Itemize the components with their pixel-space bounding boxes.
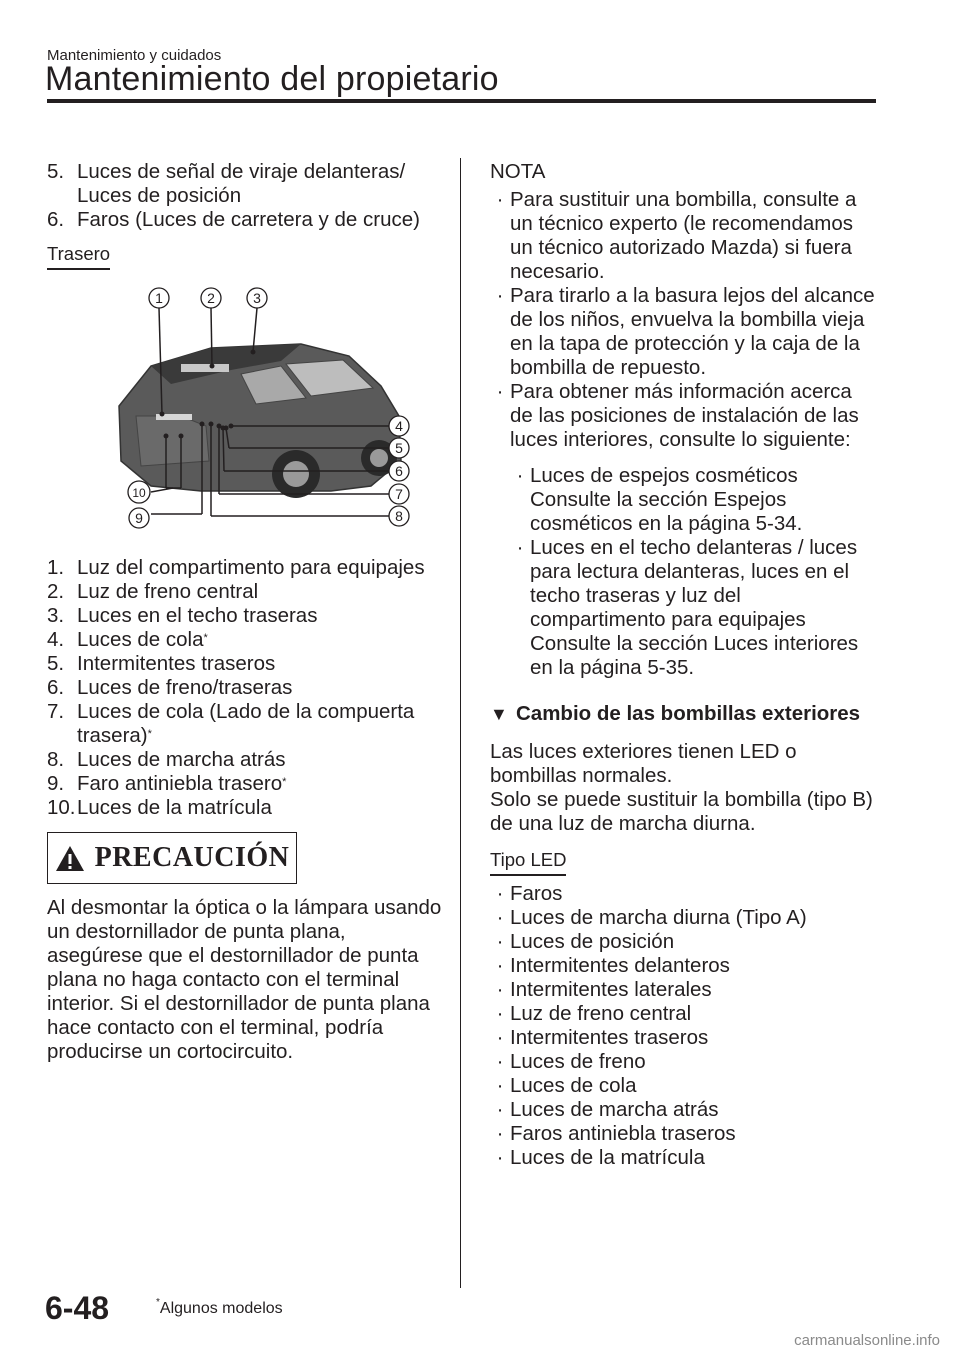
triangle-down-icon: ▼ [490, 704, 508, 724]
callout-6 [389, 461, 409, 481]
list-item: · Luz de freno central [490, 1002, 880, 1026]
list-item [47, 652, 447, 676]
list-item: · Luces de marcha atrás [490, 1098, 880, 1122]
bullet-icon: · [496, 882, 504, 905]
header-divider [47, 99, 876, 103]
svg-text:3: 3 [253, 290, 261, 306]
bullet-icon: · [496, 1098, 504, 1121]
column-divider [460, 158, 461, 1288]
bullet-icon: · [496, 978, 504, 1001]
trasero-heading: Trasero [47, 242, 110, 270]
item-number: 10. [47, 796, 76, 819]
warning-triangle-icon [55, 845, 85, 872]
svg-text:2: 2 [207, 290, 215, 306]
footnote-marker: * [282, 776, 287, 788]
section-body: Las luces exteriores tienen LED o bombillas normales. [490, 740, 797, 787]
bullet-icon: · [496, 380, 504, 403]
svg-text:1: 1 [155, 290, 163, 306]
svg-text:10: 10 [132, 486, 146, 500]
list-item: · Faros [490, 882, 880, 906]
footnote-marker: * [203, 632, 208, 644]
item-text: Luces de cola (Lado de la compuerta trasera)* [77, 700, 415, 747]
svg-text:7: 7 [395, 486, 403, 502]
list-item: · Luces de cola [490, 1074, 880, 1098]
nota-title: NOTA [490, 160, 546, 183]
list-item: · Faros antiniebla traseros [490, 1122, 880, 1146]
caution-title: PRECAUCIÓN [94, 842, 290, 873]
callout-4 [389, 416, 409, 436]
item-number: 5. [47, 652, 65, 675]
section-heading [490, 702, 880, 726]
page-title: Mantenimiento del propietario [45, 60, 499, 98]
list-item [47, 208, 447, 232]
bullet-icon: · [496, 1026, 504, 1049]
item-text: Intermitentes traseros [77, 652, 276, 675]
section-title: Cambio de las bombillas exteriores [516, 702, 861, 725]
item-number: 7. [47, 700, 65, 723]
list-item: · Intermitentes delanteros [490, 954, 880, 978]
list-item [47, 796, 447, 820]
list-item [47, 628, 447, 652]
list-item [47, 700, 447, 748]
svg-text:9: 9 [135, 510, 143, 526]
item-text: Luz de freno central [77, 580, 259, 603]
list-item: · Intermitentes traseros [490, 1026, 880, 1050]
item-number: 4. [47, 628, 65, 651]
tipo-led-heading: Tipo LED [490, 848, 566, 876]
tipo-led-list [490, 882, 880, 1170]
bullet-icon: · [516, 536, 524, 559]
list-item: · Luces de marcha diurna (Tipo A) [490, 906, 880, 930]
callout-2 [201, 288, 221, 308]
bullet-icon: · [496, 1122, 504, 1145]
list-item: · Luces de freno [490, 1050, 880, 1074]
callout-10 [128, 481, 150, 503]
bullet-icon: · [516, 464, 524, 487]
item-text: Luces de freno/traseras [77, 676, 293, 699]
section-body-2: Solo se puede sustituir la bombilla (tipo B) de una luz de marcha diurna. [490, 788, 873, 835]
nota-sub-item: · Luces en el techo delanteras / luces para lectura delanteras, luces en el techo traseras y luz del compartimento para equipajes Consulte la sección Luces interiores en la página 5-35. [510, 536, 880, 680]
list-item: · Intermitentes laterales [490, 978, 880, 1002]
callout-8 [389, 506, 409, 526]
nota-item: · Para obtener más información acerca de las posiciones de instalación de las luces interiores, consulte lo siguiente: [490, 380, 880, 452]
footnote: *Algunos modelos [156, 1297, 283, 1317]
list-item: · Luces de la matrícula [490, 1146, 880, 1170]
nota-item: · Para tirarlo a la basura lejos del alcance de los niños, envuelva la bombilla vieja en la tapa de protección y la caja de la bombilla de repuesto. [490, 284, 880, 380]
list-item [47, 604, 447, 628]
item-number: 3. [47, 604, 65, 627]
caution-text: Al desmontar la óptica o la lámpara usando un destornillador de punta plana, asegúrese que el destornillador de punta plana no haga contacto con el terminal interior. Si el destornillador de punta plana hace contacto con el terminal, podría producirse un cortocircuito. [47, 896, 442, 1063]
item-number: 2. [47, 580, 65, 603]
list-item [47, 556, 447, 580]
rear-lights-figure [81, 286, 411, 546]
item-number: 6. [47, 676, 65, 699]
item-text: Faros (Luces de carretera y de cruce) [77, 208, 420, 231]
bullet-icon: · [496, 954, 504, 977]
svg-text:5: 5 [395, 440, 403, 456]
svg-text:6: 6 [395, 463, 403, 479]
watermark: carmanualsonline.info [794, 1332, 940, 1349]
callout-9 [129, 508, 149, 528]
bullet-icon: · [496, 930, 504, 953]
nota-item: · Para sustituir una bombilla, consulte a un técnico experto (le recomendamos un técnico autorizado Mazda) si fuera necesario. [490, 188, 880, 284]
nota-sub-list [510, 464, 880, 680]
list-item [47, 676, 447, 700]
item-text: Luces de señal de viraje delanteras/ Luces de posición [77, 160, 406, 207]
item-text: Luces en el techo traseras [77, 604, 318, 627]
bullet-icon: · [496, 1002, 504, 1025]
bullet-icon: · [496, 284, 504, 307]
callout-3 [247, 288, 267, 308]
callout-1 [149, 288, 169, 308]
bullet-icon: · [496, 906, 504, 929]
bullet-icon: · [496, 188, 504, 211]
nota-sub-item: · Luces de espejos cosméticos Consulte la sección Espejos cosméticos en la página 5-34. [510, 464, 880, 536]
item-text: Luces de cola* [77, 628, 208, 651]
section-label: Mantenimiento y cuidados [47, 47, 222, 64]
item-text: Luz del compartimento para equipajes [77, 556, 425, 579]
list-item [47, 772, 447, 796]
list-item: · Luces de posición [490, 930, 880, 954]
item-text: Luces de marcha atrás [77, 748, 286, 771]
svg-text:8: 8 [395, 508, 403, 524]
bullet-icon: · [496, 1146, 504, 1169]
item-text: Faro antiniebla trasero* [77, 772, 287, 795]
list-item [47, 748, 447, 772]
item-number: 9. [47, 772, 65, 795]
bullet-icon: · [496, 1074, 504, 1097]
rear-lights-list [47, 556, 447, 820]
car-rear-illustration [81, 286, 411, 546]
item-number: 1. [47, 556, 65, 579]
list-item [47, 160, 447, 208]
footnote-marker: * [147, 728, 152, 740]
left-column [47, 160, 447, 1064]
item-number: 6. [47, 208, 65, 231]
item-number: 8. [47, 748, 65, 771]
list-item [47, 580, 447, 604]
caution-box [47, 832, 297, 884]
callout-7 [389, 484, 409, 504]
item-number: 5. [47, 160, 65, 183]
right-column [490, 160, 880, 1170]
item-text: Luces de la matrícula [77, 796, 272, 819]
page-number: 6-48 [45, 1290, 110, 1326]
svg-text:4: 4 [395, 418, 403, 434]
bullet-icon: · [496, 1050, 504, 1073]
callout-5 [389, 438, 409, 458]
